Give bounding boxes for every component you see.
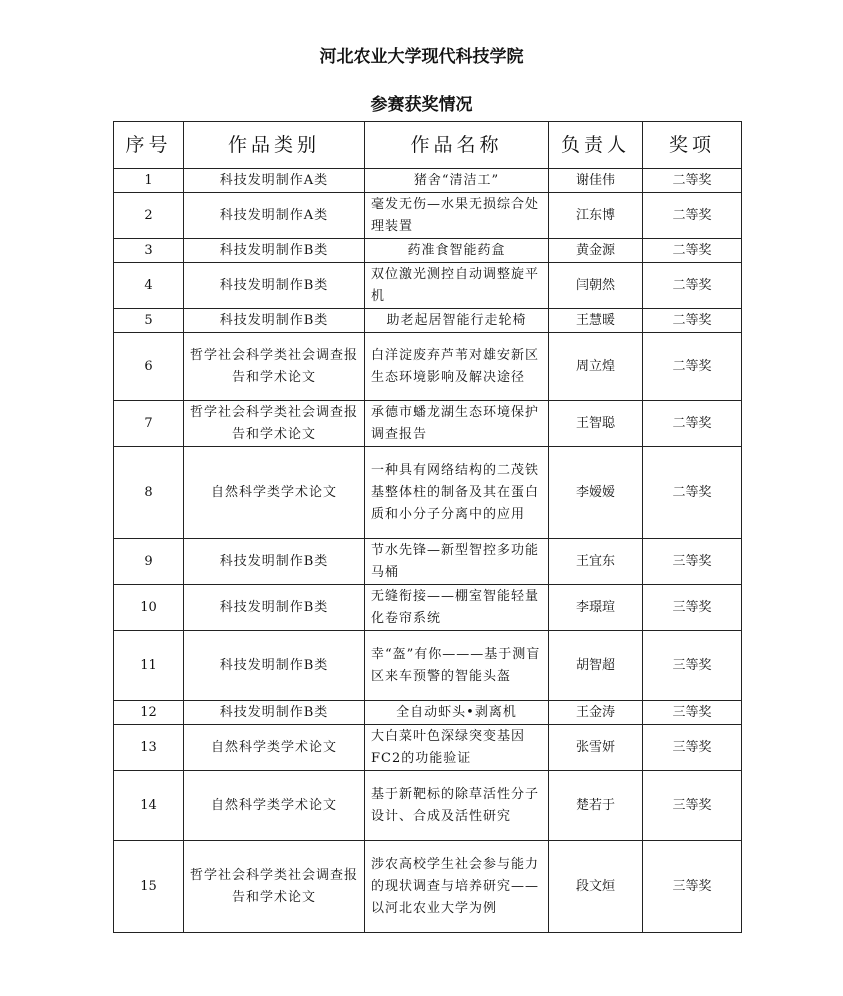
header-leader: 负责人 xyxy=(549,122,643,169)
cell-name: 幸“盔”有你———基于测盲区来车预警的智能头盔 xyxy=(365,631,549,701)
cell-award: 三等奖 xyxy=(643,585,742,631)
cell-award: 二等奖 xyxy=(643,447,742,539)
cell-award: 二等奖 xyxy=(643,401,742,447)
cell-no: 11 xyxy=(114,631,184,701)
cell-category: 哲学社会科学类社会调查报告和学术论文 xyxy=(184,333,365,401)
cell-award: 二等奖 xyxy=(643,309,742,333)
cell-no: 4 xyxy=(114,263,184,309)
cell-category: 科技发明制作B类 xyxy=(184,309,365,333)
table-row xyxy=(114,585,742,631)
cell-leader: 周立煌 xyxy=(549,333,643,401)
cell-category: 哲学社会科学类社会调查报告和学术论文 xyxy=(184,401,365,447)
table-row xyxy=(114,631,742,701)
cell-category: 科技发明制作B类 xyxy=(184,585,365,631)
cell-no: 10 xyxy=(114,585,184,631)
cell-no: 9 xyxy=(114,539,184,585)
page-title: 河北农业大学现代科技学院 xyxy=(319,47,524,67)
header-category: 作品类别 xyxy=(184,122,365,169)
cell-leader: 谢佳伟 xyxy=(549,169,643,193)
cell-category: 科技发明制作A类 xyxy=(184,169,365,193)
header-name: 作品名称 xyxy=(365,122,549,169)
table-row xyxy=(114,701,742,725)
table-header-row xyxy=(114,122,742,169)
cell-name: 毫发无伤—水果无损综合处理装置 xyxy=(365,193,549,239)
table-row xyxy=(114,309,742,333)
cell-name: 全自动虾头•剥离机 xyxy=(365,701,549,725)
cell-name: 涉农高校学生社会参与能力的现状调查与培养研究——以河北农业大学为例 xyxy=(365,841,549,933)
cell-leader: 王智聪 xyxy=(549,401,643,447)
awards-table xyxy=(113,121,742,933)
cell-award: 二等奖 xyxy=(643,239,742,263)
cell-no: 6 xyxy=(114,333,184,401)
cell-leader: 王宜东 xyxy=(549,539,643,585)
cell-leader: 李璟瑄 xyxy=(549,585,643,631)
table-row xyxy=(114,263,742,309)
cell-category: 哲学社会科学类社会调查报告和学术论文 xyxy=(184,841,365,933)
header-no: 序号 xyxy=(114,122,184,169)
cell-no: 2 xyxy=(114,193,184,239)
cell-leader: 楚若于 xyxy=(549,771,643,841)
cell-category: 科技发明制作B类 xyxy=(184,701,365,725)
cell-name: 双位激光测控自动调整旋平机 xyxy=(365,263,549,309)
cell-award: 二等奖 xyxy=(643,169,742,193)
cell-award: 三等奖 xyxy=(643,631,742,701)
table-row xyxy=(114,725,742,771)
cell-name: 助老起居智能行走轮椅 xyxy=(365,309,549,333)
table-row xyxy=(114,239,742,263)
table-row xyxy=(114,169,742,193)
cell-leader: 胡智超 xyxy=(549,631,643,701)
table-row xyxy=(114,401,742,447)
cell-name: 基于新靶标的除草活性分子设计、合成及活性研究 xyxy=(365,771,549,841)
cell-award: 三等奖 xyxy=(643,539,742,585)
cell-category: 科技发明制作B类 xyxy=(184,263,365,309)
cell-leader: 李嫒嫒 xyxy=(549,447,643,539)
cell-award: 三等奖 xyxy=(643,701,742,725)
cell-no: 5 xyxy=(114,309,184,333)
cell-no: 12 xyxy=(114,701,184,725)
cell-name: 大白菜叶色深绿突变基因FC2的功能验证 xyxy=(365,725,549,771)
table-row xyxy=(114,841,742,933)
cell-award: 三等奖 xyxy=(643,725,742,771)
cell-leader: 段文烜 xyxy=(549,841,643,933)
cell-leader: 闫朝然 xyxy=(549,263,643,309)
cell-name: 药准食智能药盒 xyxy=(365,239,549,263)
cell-no: 3 xyxy=(114,239,184,263)
cell-category: 自然科学类学术论文 xyxy=(184,771,365,841)
cell-no: 13 xyxy=(114,725,184,771)
table-row xyxy=(114,447,742,539)
cell-no: 15 xyxy=(114,841,184,933)
cell-no: 8 xyxy=(114,447,184,539)
page-subtitle: 参赛获奖情况 xyxy=(370,95,473,115)
cell-category: 自然科学类学术论文 xyxy=(184,725,365,771)
cell-category: 科技发明制作A类 xyxy=(184,193,365,239)
cell-leader: 张雪妍 xyxy=(549,725,643,771)
cell-award: 三等奖 xyxy=(643,771,742,841)
cell-category: 科技发明制作B类 xyxy=(184,631,365,701)
cell-category: 科技发明制作B类 xyxy=(184,539,365,585)
header-award: 奖项 xyxy=(643,122,742,169)
cell-award: 二等奖 xyxy=(643,193,742,239)
cell-name: 白洋淀废弃芦苇对雄安新区生态环境影响及解决途径 xyxy=(365,333,549,401)
cell-name: 节水先锋—新型智控多功能马桶 xyxy=(365,539,549,585)
cell-name: 无缝衔接——棚室智能轻量化卷帘系统 xyxy=(365,585,549,631)
table-row xyxy=(114,539,742,585)
cell-leader: 王金涛 xyxy=(549,701,643,725)
table-row xyxy=(114,333,742,401)
cell-no: 7 xyxy=(114,401,184,447)
cell-name: 一种具有网络结构的二茂铁基整体柱的制备及其在蛋白质和小分子分离中的应用 xyxy=(365,447,549,539)
cell-name: 承德市蟠龙湖生态环境保护调查报告 xyxy=(365,401,549,447)
cell-leader: 江东博 xyxy=(549,193,643,239)
cell-no: 14 xyxy=(114,771,184,841)
cell-category: 科技发明制作B类 xyxy=(184,239,365,263)
table-row xyxy=(114,771,742,841)
cell-award: 三等奖 xyxy=(643,841,742,933)
table-row xyxy=(114,193,742,239)
cell-category: 自然科学类学术论文 xyxy=(184,447,365,539)
cell-leader: 王慧暖 xyxy=(549,309,643,333)
cell-no: 1 xyxy=(114,169,184,193)
cell-award: 二等奖 xyxy=(643,263,742,309)
cell-name: 猪舍“清洁工” xyxy=(365,169,549,193)
cell-leader: 黄金源 xyxy=(549,239,643,263)
cell-award: 二等奖 xyxy=(643,333,742,401)
